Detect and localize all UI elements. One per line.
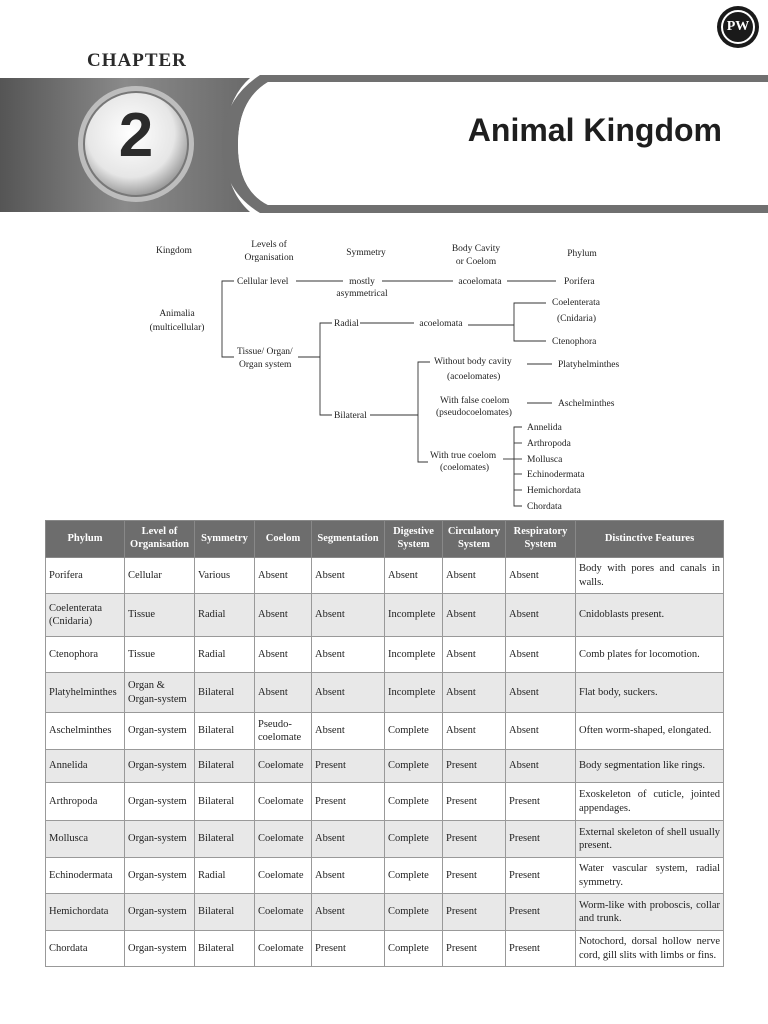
tree-node-coelenterata: Coelenterata bbox=[552, 298, 601, 308]
cell-features: Notochord, dorsal hollow nerve cord, gill slits with limbs or fins. bbox=[576, 931, 724, 967]
tree-node-without-cavity: Without body cavity bbox=[434, 357, 512, 367]
cell-level: Cellular bbox=[125, 558, 195, 594]
cell-coelom: Absent bbox=[255, 637, 312, 673]
table-row bbox=[46, 821, 724, 858]
cell-digestive: Complete bbox=[385, 931, 443, 967]
cell-features: Comb plates for locomotion. bbox=[576, 637, 724, 673]
cell-symmetry: Bilateral bbox=[195, 931, 255, 967]
cell-circulatory: Absent bbox=[443, 713, 506, 750]
cell-level: Organ-system bbox=[125, 894, 195, 931]
tree-node-platyhelminthes: Platyhelminthes bbox=[558, 360, 620, 370]
chapter-label: CHAPTER bbox=[87, 50, 187, 71]
cell-phylum: Echinodermata bbox=[46, 858, 125, 894]
tree-node-ctenophora: Ctenophora bbox=[552, 337, 597, 347]
tree-node-false-coelom: With false coelom bbox=[440, 396, 510, 406]
cell-level: Organ-system bbox=[125, 750, 195, 783]
cell-segmentation: Absent bbox=[312, 558, 385, 594]
table-row bbox=[46, 713, 724, 750]
tree-header-cavity-1: Body Cavity bbox=[451, 244, 501, 254]
tree-header-cavity-2: or Coelom bbox=[455, 257, 497, 267]
tree-node-hemichordata: Hemichordata bbox=[527, 486, 581, 496]
table-row bbox=[46, 637, 724, 673]
cell-digestive: Incomplete bbox=[385, 673, 443, 713]
cell-circulatory: Present bbox=[443, 821, 506, 858]
tree-node-annelida: Annelida bbox=[527, 423, 562, 433]
tree-node-echinodermata: Echinodermata bbox=[527, 470, 585, 480]
cell-phylum: Hemichordata bbox=[46, 894, 125, 931]
cell-respiratory: Present bbox=[506, 931, 576, 967]
cell-circulatory: Present bbox=[443, 858, 506, 894]
cell-level: Organ-system bbox=[125, 931, 195, 967]
tree-node-organ-system: Organ system bbox=[239, 360, 292, 370]
cell-respiratory: Present bbox=[506, 894, 576, 931]
cell-level: Organ-system bbox=[125, 858, 195, 894]
cell-coelom: Coelomate bbox=[255, 858, 312, 894]
cell-segmentation: Absent bbox=[312, 673, 385, 713]
cell-symmetry: Bilateral bbox=[195, 713, 255, 750]
cell-level: Tissue bbox=[125, 637, 195, 673]
tree-node-pseudocoelomates: (pseudocoelomates) bbox=[436, 408, 512, 418]
classification-tree bbox=[0, 230, 768, 515]
pw-logo-text: PW bbox=[721, 10, 755, 44]
tree-node-animalia: Animalia bbox=[159, 309, 195, 319]
tree-node-acoelomata-1: acoelomata bbox=[458, 277, 502, 287]
cell-coelom: Coelomate bbox=[255, 821, 312, 858]
cell-circulatory: Absent bbox=[443, 558, 506, 594]
table-row bbox=[46, 558, 724, 594]
cell-symmetry: Radial bbox=[195, 637, 255, 673]
cell-features: Exoskeleton of cuticle, jointed appendages. bbox=[576, 783, 724, 821]
tree-node-arthropoda: Arthropoda bbox=[527, 439, 571, 449]
cell-coelom: Coelomate bbox=[255, 931, 312, 967]
cell-respiratory: Present bbox=[506, 858, 576, 894]
cell-symmetry: Bilateral bbox=[195, 750, 255, 783]
cell-phylum: Mollusca bbox=[46, 821, 125, 858]
header-digestive: Digestive System bbox=[385, 521, 443, 558]
cell-circulatory: Present bbox=[443, 894, 506, 931]
tree-node-multicellular: (multicellular) bbox=[149, 323, 205, 333]
table-row bbox=[46, 931, 724, 967]
tree-node-asymmetrical: asymmetrical bbox=[336, 289, 388, 299]
tree-node-acoelomata-2: acoelomata bbox=[419, 319, 463, 329]
tree-node-tissue: Tissue/ Organ/ bbox=[237, 347, 293, 357]
cell-digestive: Complete bbox=[385, 821, 443, 858]
cell-phylum: Arthropoda bbox=[46, 783, 125, 821]
cell-features: Body segmentation like rings. bbox=[576, 750, 724, 783]
cell-respiratory: Absent bbox=[506, 637, 576, 673]
tree-header-levels-2: Organisation bbox=[244, 253, 294, 263]
header-level: Level of Organisation bbox=[125, 521, 195, 558]
tree-header-phylum: Phylum bbox=[567, 249, 597, 259]
tree-node-aschelminthes: Aschelminthes bbox=[558, 399, 615, 409]
cell-symmetry: Radial bbox=[195, 594, 255, 637]
tree-header-symmetry: Symmetry bbox=[346, 248, 386, 258]
cell-features: Worm-like with proboscis, collar and trunk. bbox=[576, 894, 724, 931]
tree-header-kingdom: Kingdom bbox=[156, 246, 192, 256]
cell-circulatory: Present bbox=[443, 750, 506, 783]
chapter-title: Animal Kingdom bbox=[467, 112, 722, 148]
cell-digestive: Complete bbox=[385, 783, 443, 821]
cell-segmentation: Absent bbox=[312, 821, 385, 858]
header-circulatory: Circulatory System bbox=[443, 521, 506, 558]
cell-coelom: Coelomate bbox=[255, 894, 312, 931]
cell-digestive: Incomplete bbox=[385, 637, 443, 673]
tree-node-bilateral: Bilateral bbox=[334, 411, 367, 421]
cell-phylum: Coelenterata (Cnidaria) bbox=[46, 594, 125, 637]
cell-circulatory: Present bbox=[443, 783, 506, 821]
cell-phylum: Annelida bbox=[46, 750, 125, 783]
tree-node-porifera: Porifera bbox=[564, 277, 595, 287]
table-row bbox=[46, 894, 724, 931]
cell-features: External skeleton of shell usually present. bbox=[576, 821, 724, 858]
chapter-number: 2 bbox=[118, 101, 154, 170]
cell-features: Water vascular system, radial symmetry. bbox=[576, 858, 724, 894]
cell-phylum: Chordata bbox=[46, 931, 125, 967]
cell-coelom: Absent bbox=[255, 558, 312, 594]
cell-segmentation: Absent bbox=[312, 713, 385, 750]
cell-phylum: Ctenophora bbox=[46, 637, 125, 673]
cell-digestive: Absent bbox=[385, 558, 443, 594]
cell-digestive: Complete bbox=[385, 858, 443, 894]
cell-respiratory: Absent bbox=[506, 673, 576, 713]
tree-node-cellular-level: Cellular level bbox=[237, 277, 289, 287]
cell-circulatory: Absent bbox=[443, 594, 506, 637]
table-row bbox=[46, 750, 724, 783]
cell-phylum: Porifera bbox=[46, 558, 125, 594]
cell-respiratory: Present bbox=[506, 821, 576, 858]
pw-logo bbox=[717, 6, 759, 48]
cell-circulatory: Absent bbox=[443, 673, 506, 713]
cell-phylum: Platyhelminthes bbox=[46, 673, 125, 713]
cell-features: Flat body, suckers. bbox=[576, 673, 724, 713]
cell-symmetry: Bilateral bbox=[195, 783, 255, 821]
cell-segmentation: Present bbox=[312, 783, 385, 821]
cell-coelom: Coelomate bbox=[255, 783, 312, 821]
cell-segmentation: Absent bbox=[312, 637, 385, 673]
tree-node-coelomates: (coelomates) bbox=[440, 463, 490, 473]
cell-segmentation: Present bbox=[312, 931, 385, 967]
header-respiratory: Respiratory System bbox=[506, 521, 576, 558]
table-row bbox=[46, 858, 724, 894]
cell-level: Organ & Organ-system bbox=[125, 673, 195, 713]
cell-symmetry: Radial bbox=[195, 858, 255, 894]
cell-symmetry: Bilateral bbox=[195, 894, 255, 931]
cell-digestive: Complete bbox=[385, 894, 443, 931]
cell-digestive: Complete bbox=[385, 750, 443, 783]
cell-level: Organ-system bbox=[125, 713, 195, 750]
tree-header-levels-1: Levels of bbox=[251, 240, 287, 250]
tree-node-chordata: Chordata bbox=[527, 502, 562, 512]
cell-coelom: Absent bbox=[255, 673, 312, 713]
cell-respiratory: Absent bbox=[506, 713, 576, 750]
phylum-comparison-table bbox=[45, 520, 724, 967]
cell-respiratory: Absent bbox=[506, 594, 576, 637]
cell-phylum: Aschelminthes bbox=[46, 713, 125, 750]
cell-segmentation: Absent bbox=[312, 894, 385, 931]
tree-node-mollusca: Mollusca bbox=[527, 455, 563, 465]
tree-node-radial: Radial bbox=[334, 319, 359, 329]
tree-node-acoelomates: (acoelomates) bbox=[447, 372, 501, 382]
header-phylum: Phylum bbox=[46, 521, 125, 558]
cell-coelom: Pseudo-coelomate bbox=[255, 713, 312, 750]
cell-level: Organ-system bbox=[125, 821, 195, 858]
cell-features: Often worm-shaped, elongated. bbox=[576, 713, 724, 750]
table-row bbox=[46, 594, 724, 637]
cell-symmetry: Bilateral bbox=[195, 673, 255, 713]
table-row bbox=[46, 673, 724, 713]
cell-symmetry: Bilateral bbox=[195, 821, 255, 858]
header-features: Distinctive Features bbox=[576, 521, 724, 558]
table-row bbox=[46, 783, 724, 821]
cell-segmentation: Absent bbox=[312, 858, 385, 894]
cell-segmentation: Present bbox=[312, 750, 385, 783]
header-coelom: Coelom bbox=[255, 521, 312, 558]
cell-features: Body with pores and canals in walls. bbox=[576, 558, 724, 594]
tree-node-true-coelom: With true coelom bbox=[430, 451, 497, 461]
cell-circulatory: Absent bbox=[443, 637, 506, 673]
cell-segmentation: Absent bbox=[312, 594, 385, 637]
header-symmetry: Symmetry bbox=[195, 521, 255, 558]
tree-node-cnidaria: (Cnidaria) bbox=[557, 314, 597, 324]
cell-digestive: Complete bbox=[385, 713, 443, 750]
cell-respiratory: Absent bbox=[506, 750, 576, 783]
cell-features: Cnidoblasts present. bbox=[576, 594, 724, 637]
cell-symmetry: Various bbox=[195, 558, 255, 594]
cell-coelom: Coelomate bbox=[255, 750, 312, 783]
cell-coelom: Absent bbox=[255, 594, 312, 637]
cell-level: Tissue bbox=[125, 594, 195, 637]
cell-circulatory: Present bbox=[443, 931, 506, 967]
cell-level: Organ-system bbox=[125, 783, 195, 821]
cell-respiratory: Absent bbox=[506, 558, 576, 594]
cell-respiratory: Present bbox=[506, 783, 576, 821]
tree-node-mostly: mostly bbox=[349, 277, 375, 287]
table-header-row bbox=[46, 521, 724, 558]
cell-digestive: Incomplete bbox=[385, 594, 443, 637]
header-segmentation: Segmentation bbox=[312, 521, 385, 558]
